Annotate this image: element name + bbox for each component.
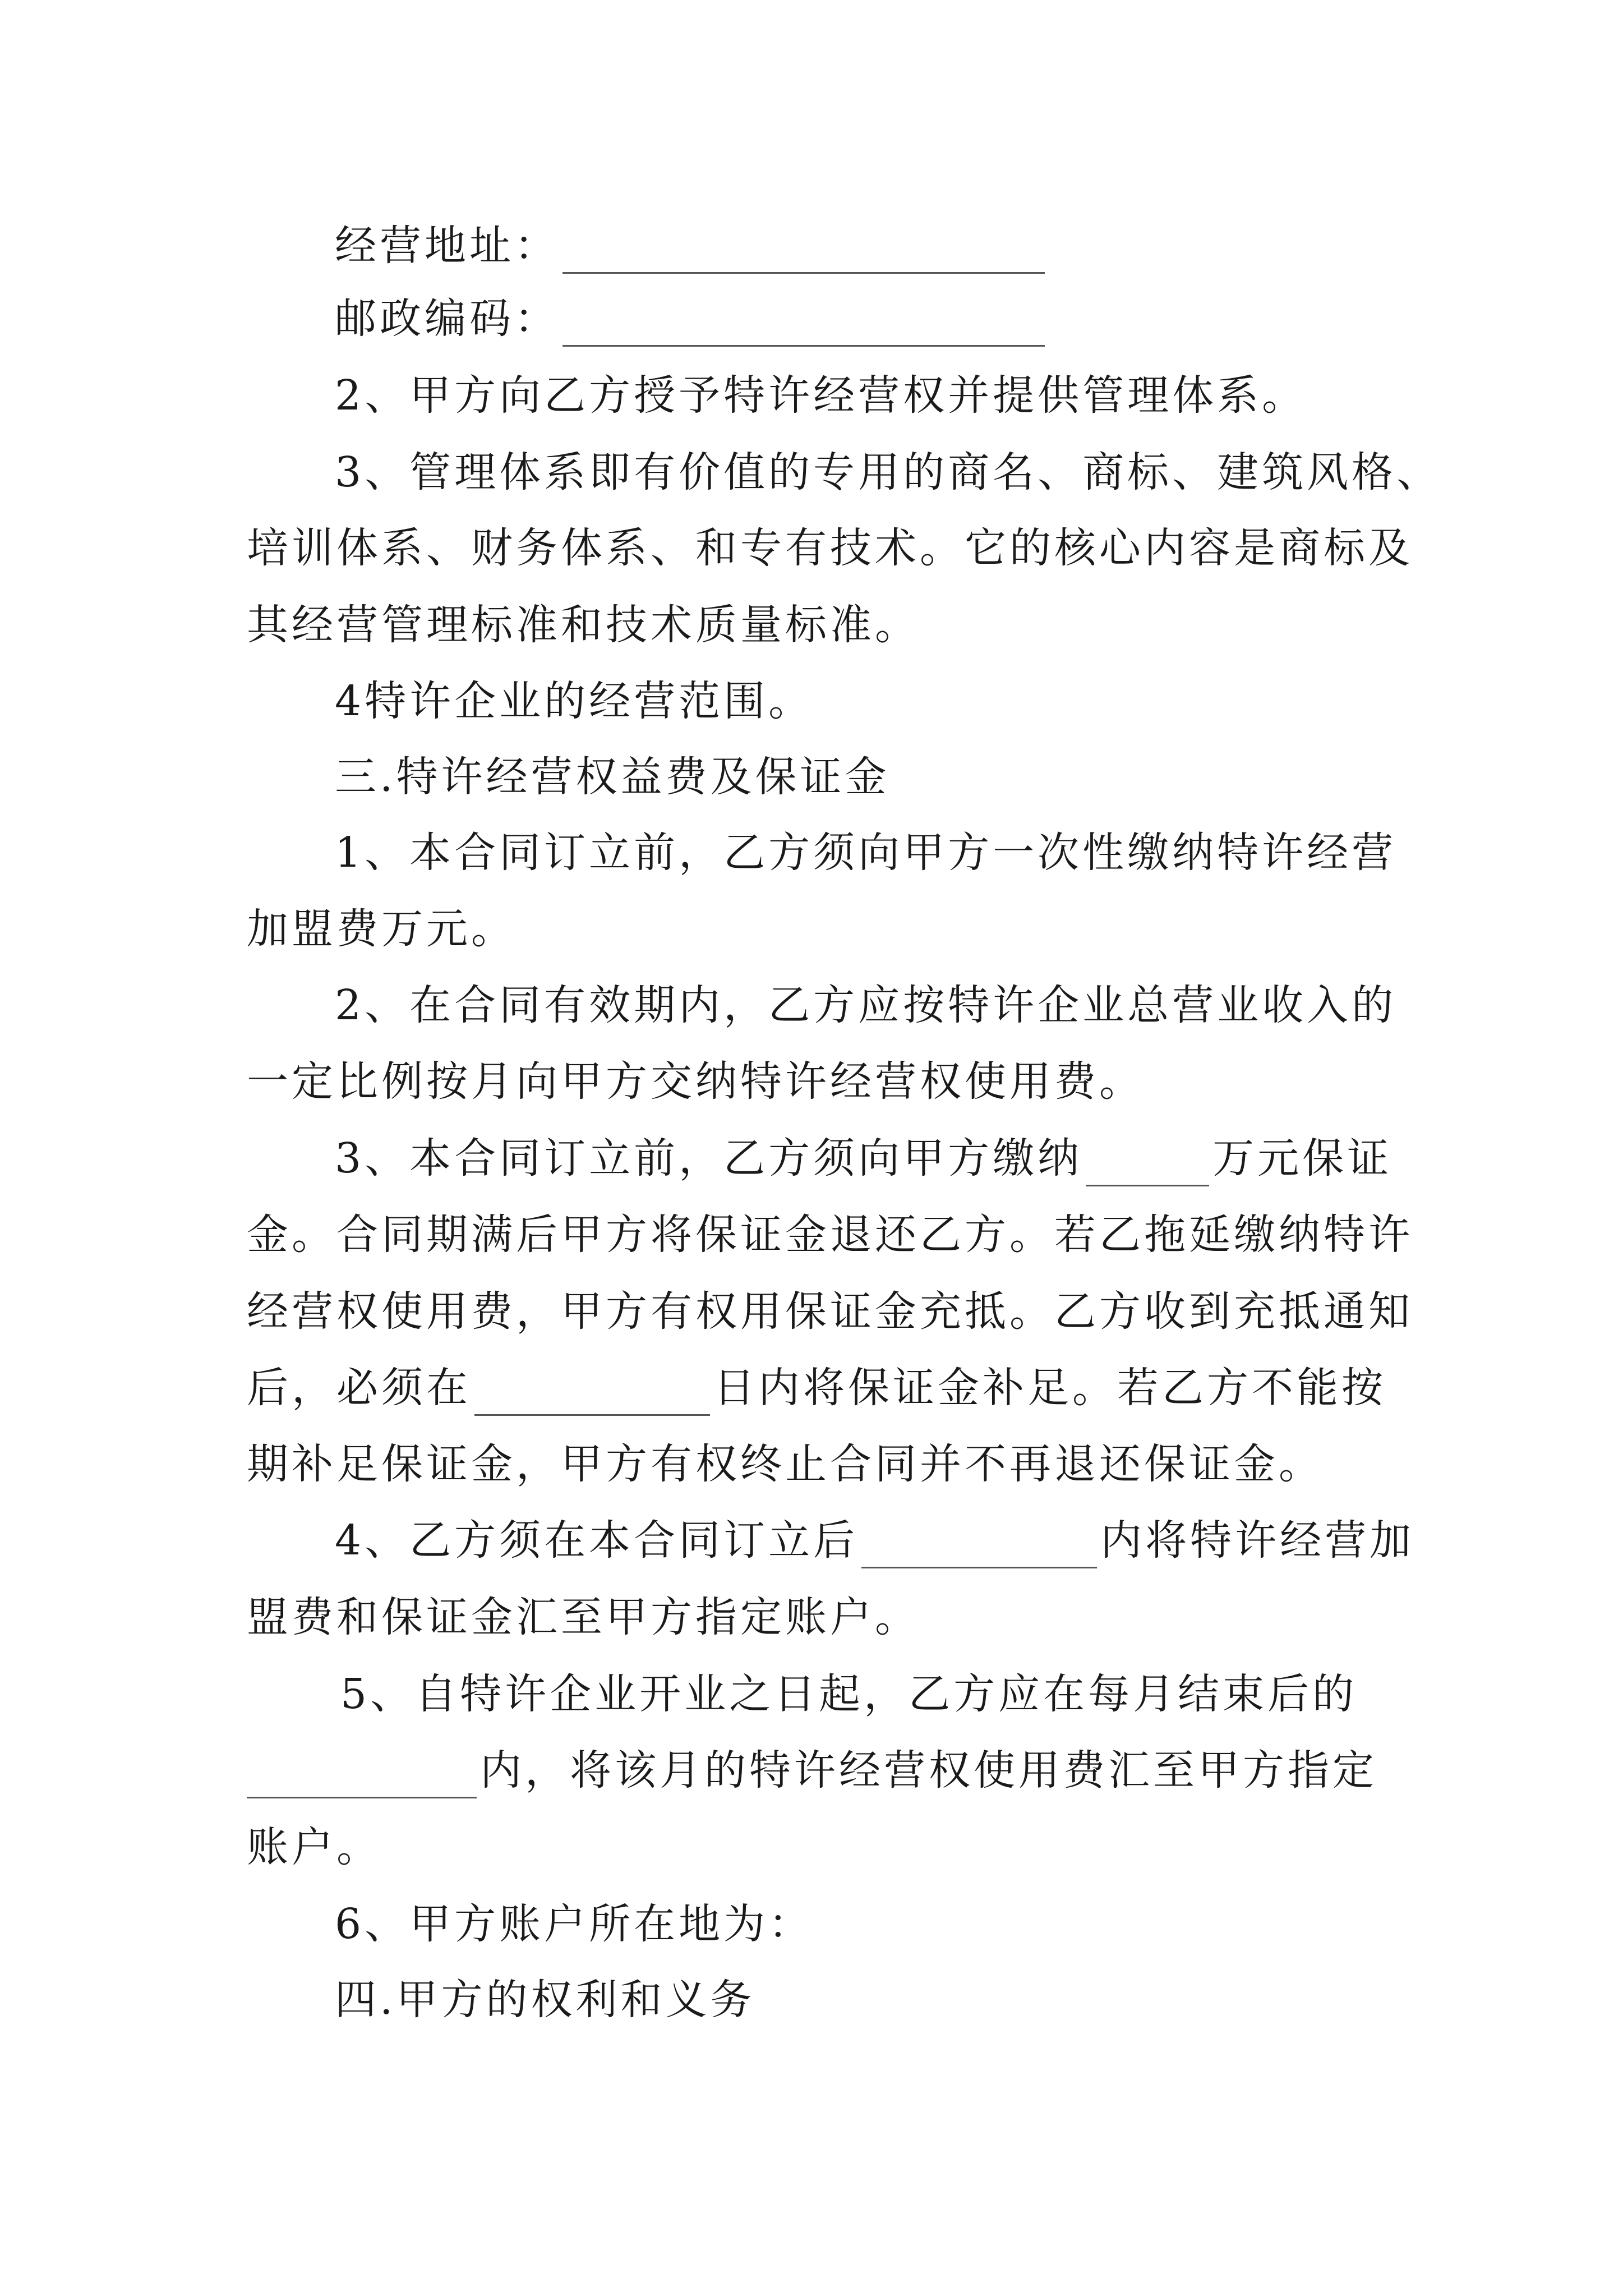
- fee-clause-3-text-2: 金。合同期满后甲方将保证金退还乙方。若乙拖延缴纳特许: [247, 1211, 1413, 1259]
- fee-clause-3-line-3: [247, 1283, 1413, 1340]
- clause-2-line: [335, 367, 1391, 424]
- deposit-amount-blank: [1086, 1143, 1209, 1186]
- clause-4-text: 4特许企业的经营范围。: [335, 677, 814, 725]
- clause-3-line-2: [247, 520, 1413, 576]
- fee-clause-3-text-5: 期补足保证金，甲方有权终止合同并不再退还保证金。: [247, 1440, 1324, 1488]
- section-3-heading-text: 三.特许经营权益费及保证金: [335, 753, 890, 801]
- fee-clause-4-text-2: 盟费和保证金汇至甲方指定账户。: [247, 1593, 920, 1641]
- fee-clause-3-line-4: [247, 1360, 1391, 1416]
- monthly-remit-blank: [247, 1755, 477, 1798]
- clause-2-text: 2、甲方向乙方授予特许经营权并提供管理体系。: [335, 371, 1307, 420]
- fee-clause-2-text-2: 一定比例按月向甲方交纳特许经营权使用费。: [247, 1057, 1144, 1106]
- fee-clause-2-text-1: 2、在合同有效期内，乙方应按特许企业总营业收入的: [335, 981, 1397, 1029]
- postal-code-blank: [562, 303, 1045, 347]
- postal-code-label: 邮政编码：: [335, 295, 559, 343]
- section-3-heading: [335, 749, 1391, 805]
- fee-clause-4-text-1a: 4、乙方须在本合同订立后: [335, 1516, 859, 1565]
- fee-clause-1-text-2: 加盟费万元。: [247, 905, 516, 953]
- business-address-blank: [562, 231, 1045, 274]
- fee-clause-1-line-2: [247, 901, 1391, 957]
- fee-clause-1-line-1: [335, 825, 1397, 881]
- fee-clause-3-text-1a: 3、本合同订立前，乙方须向甲方缴纳: [335, 1134, 1083, 1182]
- postal-code-line: [335, 291, 1391, 347]
- fee-clause-6-line: [335, 1896, 1391, 1952]
- fee-clause-4-text-1b: 内将特许经营加: [1100, 1516, 1415, 1565]
- fee-clause-3-text-3: 经营权使用费，甲方有权用保证金充抵。乙方收到充抵通知: [247, 1287, 1413, 1336]
- fee-clause-5-line-1: [340, 1666, 1396, 1722]
- fee-clause-2-line-1: [335, 977, 1397, 1033]
- fee-clause-5-line-3: [247, 1819, 1391, 1875]
- section-4-heading-text: 四.甲方的权利和义务: [335, 1976, 755, 2024]
- fee-clause-3-line-5: [247, 1436, 1391, 1492]
- fee-clause-2-line-2: [247, 1053, 1391, 1110]
- remit-period-blank: [861, 1525, 1097, 1568]
- clause-3-text-2: 培训体系、财务体系、和专有技术。它的核心内容是商标及: [247, 524, 1413, 572]
- clause-4-line: [335, 673, 1391, 729]
- fee-clause-4-line-2: [247, 1589, 1391, 1645]
- fee-clause-5-text-3: 账户。: [247, 1823, 381, 1871]
- clause-3-line-1: [335, 444, 1442, 500]
- fee-clause-3-text-4b: 日内将保证金补足。若乙方不能按: [713, 1364, 1386, 1412]
- fee-clause-3-line-2: [247, 1207, 1413, 1263]
- section-4-heading: [335, 1972, 1391, 2028]
- fee-clause-5-text-1: 5、自特许企业开业之日起，乙方应在每月结束后的: [340, 1670, 1358, 1718]
- clause-3-line-3: [247, 597, 1391, 653]
- clause-3-text-3: 其经营管理标准和技术质量标准。: [247, 601, 920, 649]
- fee-clause-6-text: 6、甲方账户所在地为：: [335, 1900, 814, 1948]
- clause-3-text-1: 3、管理体系即有价值的专用的商名、商标、建筑风格、: [335, 448, 1442, 496]
- fee-clause-3-line-1: [335, 1130, 1391, 1186]
- business-address-line: [335, 218, 1391, 274]
- fee-clause-4-line-1: [335, 1512, 1415, 1568]
- fee-clause-1-text-1: 1、本合同订立前，乙方须向甲方一次性缴纳特许经营: [335, 829, 1397, 877]
- fee-clause-3-text-4a: 后，必须在: [247, 1364, 471, 1412]
- fee-clause-5-text-2: 内，将该月的特许经营权使用费汇至甲方指定: [480, 1746, 1377, 1795]
- fee-clause-5-line-2: [247, 1742, 1391, 1798]
- replenish-days-blank: [474, 1373, 710, 1416]
- fee-clause-3-text-1b: 万元保证: [1212, 1134, 1393, 1182]
- business-address-label: 经营地址：: [335, 222, 559, 270]
